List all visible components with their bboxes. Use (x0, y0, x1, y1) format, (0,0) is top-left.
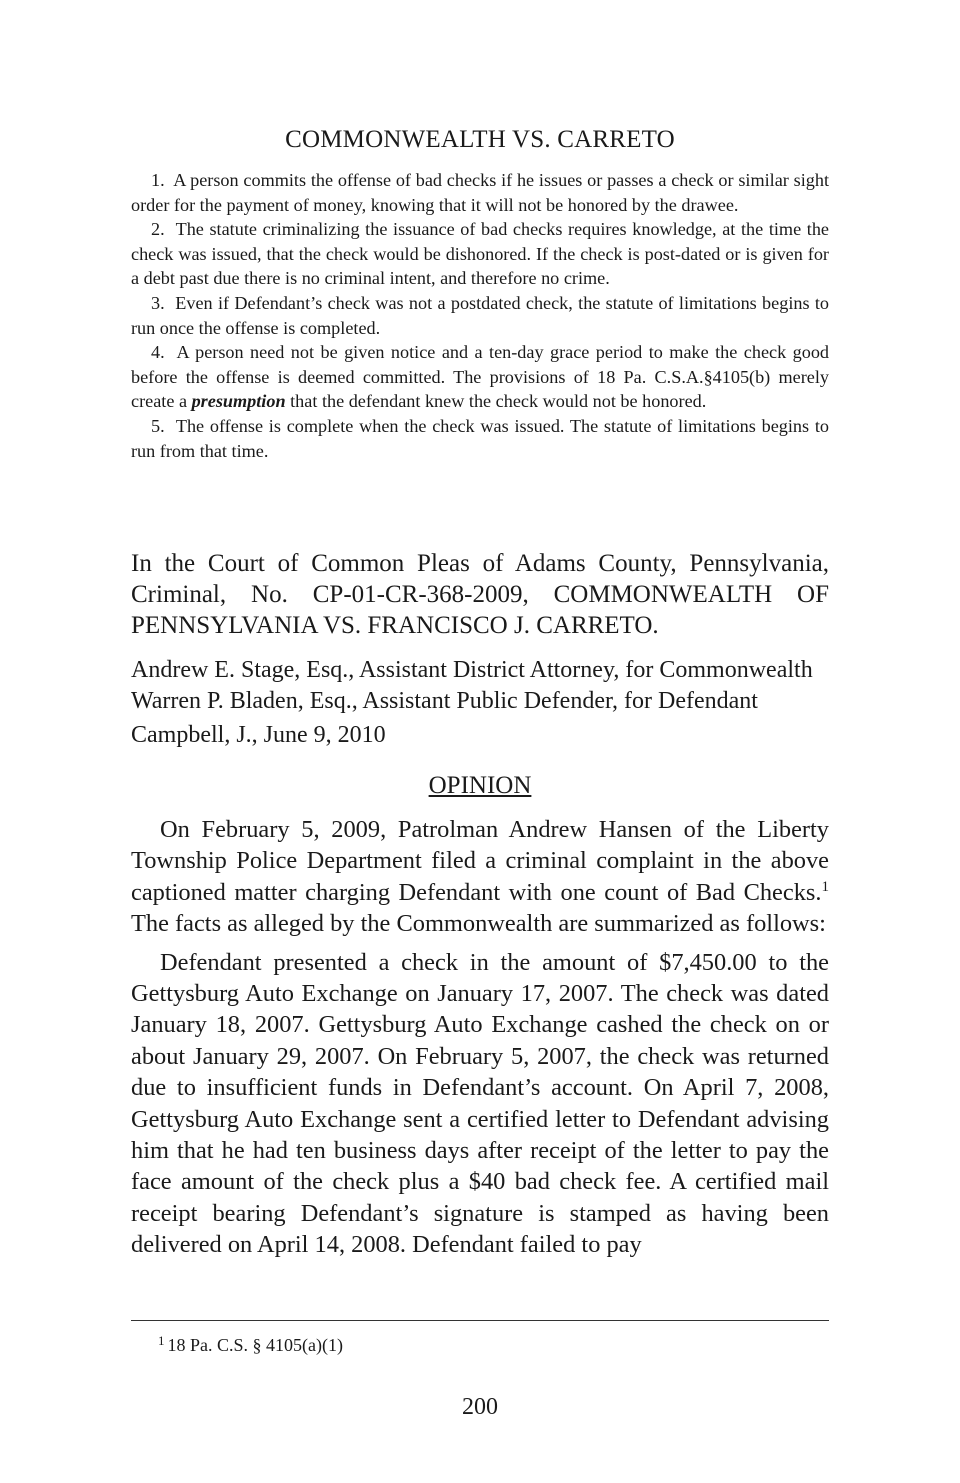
counsel-commonwealth: Andrew E. Stage, Esq., Assistant District Attorney, for Commonwealth (131, 657, 813, 683)
paragraph-1: On February 5, 2009, Patrolman Andrew Hansen of the Liberty Township Police Department filed a criminal complaint in the above captioned matter charging Defendant with one count of Bad Checks.$^1$ The facts as alleged by the Commonwealth are summarized as follows: (131, 816, 829, 938)
footnote: $^1$ 18 Pa. C.S. § 4105(a)(1) (158, 1333, 343, 1355)
footnote-divider (131, 1320, 829, 1321)
judge-line: Campbell, J., June 9, 2010 (131, 722, 386, 748)
headnotes (131, 168, 829, 463)
page-number: 200 (462, 1394, 498, 1420)
opinion-heading: OPINION (428, 772, 532, 799)
headnote-3: 3. Even if Defendant’s check was not a postdated check, the statute of limitations begins to run once the offense is completed. (131, 292, 830, 338)
opinion-body (131, 814, 829, 1268)
footnote-ref: 1 (821, 878, 829, 895)
emphasis-presumption: presumption (191, 391, 286, 412)
paragraph-2: Defendant presented a check in the amount of $7,450.00 to the Gettysburg Auto Exchange on January 17, 2007. The check was dated January 18, 2007. Gettysburg Auto Exchange cashed the check on or about January 29, 2007. On February 5, 2007, the check was returned due to insufficient funds in Defendant’s account. On April 7, 2008, Gettysburg Auto Exchange sent a certified letter to Defendant advising him that he had ten business days after receipt of the letter to pay the face amount of the check plus a $40 bad check fee. A certified mail receipt bearing Defendant’s signature is stamped as having been delivered on April 14, 2008. Defendant failed to pay (131, 948, 829, 1259)
headnote-2: 2. The statute criminalizing the issuance of bad checks requires knowledge, at the time the check was issued, that the check would be dishonored. If the check is post-dated or is given for a debt past due there is no criminal intent, and therefore no crime. (131, 219, 830, 289)
headnote-1: 1. A person commits the offense of bad checks if he issues or passes a check or similar sight order for the payment of money, knowing that it will not be honored by the drawee. (131, 170, 830, 215)
counsel-defendant: Warren P. Bladen, Esq., Assistant Public Defender, for Defendant (131, 688, 758, 714)
counsel-block (131, 655, 829, 717)
case-caption: In the Court of Common Pleas of Adams County, Pennsylvania, Criminal, No. CP-01-CR-368-2009, COMMONWEALTH OF PENNSYLVANIA VS. FRANCISCO J. CARRETO. (131, 550, 829, 639)
headnote-4: 4. A person need not be given notice and a ten-day grace period to make the check good before the offense is deemed committed. The provisions of 18 Pa. C.S.A.§4105(b) merely create a presumption that the defendant knew the check would not be honored. (131, 342, 830, 412)
running-title: COMMONWEALTH VS. CARRETO (285, 126, 675, 153)
headnote-5: 5. The offense is complete when the check was issued. The statute of limitations begins to run from that time. (131, 415, 829, 461)
